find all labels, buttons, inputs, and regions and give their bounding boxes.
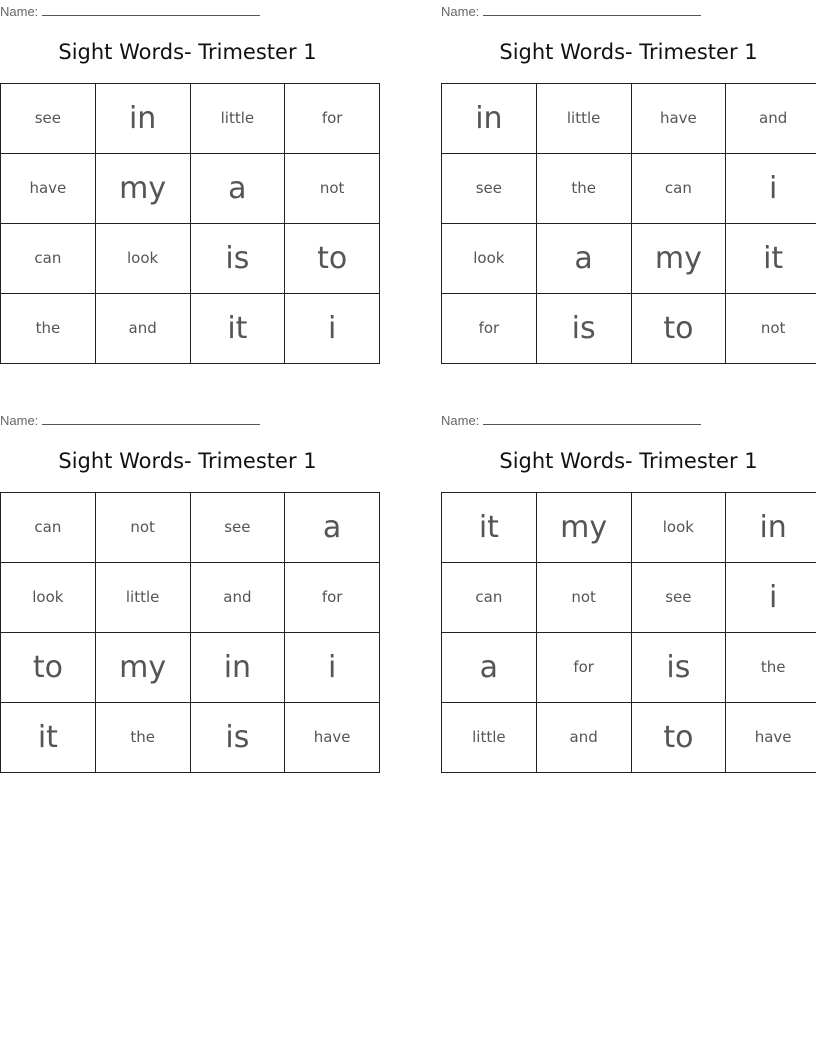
card-title: Sight Words- Trimester 1	[58, 40, 317, 64]
word-cell[interactable]: it	[1, 703, 96, 773]
word-cell[interactable]: not	[536, 563, 631, 633]
word-cell[interactable]: is	[190, 224, 285, 294]
word-cell[interactable]: a	[442, 633, 537, 703]
bingo-card-3	[0, 409, 375, 774]
name-label: Name:	[441, 4, 480, 19]
word-cell[interactable]: see	[442, 154, 537, 224]
word-cell[interactable]: in	[190, 633, 285, 703]
word-cell[interactable]: to	[1, 633, 96, 703]
word-cell[interactable]: see	[631, 563, 726, 633]
word-cell[interactable]: little	[536, 84, 631, 154]
word-cell[interactable]: a	[285, 493, 380, 563]
word-cell[interactable]: not	[95, 493, 190, 563]
word-cell[interactable]: and	[95, 294, 190, 364]
word-cell[interactable]: for	[285, 84, 380, 154]
word-cell[interactable]: in	[442, 84, 537, 154]
word-cell[interactable]: for	[442, 294, 537, 364]
word-cell[interactable]: not	[285, 154, 380, 224]
word-cell[interactable]: and	[726, 84, 816, 154]
name-field[interactable]	[0, 3, 260, 19]
grid-row	[1, 294, 380, 364]
word-cell[interactable]: the	[536, 154, 631, 224]
word-cell[interactable]: is	[190, 703, 285, 773]
word-cell[interactable]: to	[285, 224, 380, 294]
word-cell[interactable]: little	[95, 563, 190, 633]
grid-row	[442, 703, 816, 773]
grid-row	[1, 563, 380, 633]
word-cell[interactable]: in	[95, 84, 190, 154]
word-cell[interactable]: a	[190, 154, 285, 224]
word-cell[interactable]: have	[726, 703, 816, 773]
grid-row	[442, 294, 816, 364]
name-label: Name:	[0, 413, 39, 428]
bingo-card-4	[441, 409, 816, 774]
word-cell[interactable]: i	[285, 294, 380, 364]
word-cell[interactable]: can	[631, 154, 726, 224]
word-cell[interactable]: my	[95, 633, 190, 703]
grid-row	[442, 563, 816, 633]
word-cell[interactable]: i	[285, 633, 380, 703]
word-grid	[441, 492, 816, 773]
grid-row	[442, 633, 816, 703]
card-title: Sight Words- Trimester 1	[58, 449, 317, 473]
card-title: Sight Words- Trimester 1	[499, 449, 758, 473]
word-cell[interactable]: i	[726, 563, 816, 633]
word-grid	[0, 492, 380, 773]
name-field[interactable]	[441, 412, 701, 428]
word-cell[interactable]: the	[726, 633, 816, 703]
word-cell[interactable]: look	[1, 563, 96, 633]
word-grid	[441, 83, 816, 364]
word-cell[interactable]: look	[95, 224, 190, 294]
grid-row	[1, 154, 380, 224]
word-cell[interactable]: for	[536, 633, 631, 703]
grid-row	[1, 703, 380, 773]
word-cell[interactable]: have	[285, 703, 380, 773]
grid-row	[442, 493, 816, 563]
word-cell[interactable]: little	[442, 703, 537, 773]
word-cell[interactable]: in	[726, 493, 816, 563]
word-cell[interactable]: it	[442, 493, 537, 563]
name-label: Name:	[441, 413, 480, 428]
word-cell[interactable]: my	[536, 493, 631, 563]
word-cell[interactable]: not	[726, 294, 816, 364]
name-field[interactable]	[441, 3, 701, 19]
grid-row	[442, 224, 816, 294]
word-cell[interactable]: it	[726, 224, 816, 294]
word-cell[interactable]: to	[631, 703, 726, 773]
word-cell[interactable]: see	[190, 493, 285, 563]
word-cell[interactable]: the	[1, 294, 96, 364]
word-grid	[0, 83, 380, 364]
grid-row	[1, 633, 380, 703]
word-cell[interactable]: is	[536, 294, 631, 364]
word-cell[interactable]: little	[190, 84, 285, 154]
word-cell[interactable]: can	[1, 224, 96, 294]
word-cell[interactable]: look	[631, 493, 726, 563]
word-cell[interactable]: i	[726, 154, 816, 224]
word-cell[interactable]: is	[631, 633, 726, 703]
word-cell[interactable]: for	[285, 563, 380, 633]
grid-row	[442, 84, 816, 154]
word-cell[interactable]: my	[631, 224, 726, 294]
word-cell[interactable]: have	[631, 84, 726, 154]
word-cell[interactable]: can	[442, 563, 537, 633]
name-underline[interactable]	[483, 3, 701, 16]
word-cell[interactable]: have	[1, 154, 96, 224]
bingo-card-2	[441, 0, 816, 365]
word-cell[interactable]: a	[536, 224, 631, 294]
word-cell[interactable]: look	[442, 224, 537, 294]
word-cell[interactable]: and	[536, 703, 631, 773]
grid-row	[442, 154, 816, 224]
grid-row	[1, 224, 380, 294]
name-underline[interactable]	[42, 3, 260, 16]
word-cell[interactable]: see	[1, 84, 96, 154]
name-field[interactable]	[0, 412, 260, 428]
word-cell[interactable]: the	[95, 703, 190, 773]
grid-row	[1, 84, 380, 154]
word-cell[interactable]: can	[1, 493, 96, 563]
grid-row	[1, 493, 380, 563]
word-cell[interactable]: to	[631, 294, 726, 364]
name-underline[interactable]	[483, 412, 701, 425]
word-cell[interactable]: my	[95, 154, 190, 224]
card-title: Sight Words- Trimester 1	[499, 40, 758, 64]
name-label: Name:	[0, 4, 39, 19]
word-cell[interactable]: it	[190, 294, 285, 364]
bingo-card-1	[0, 0, 375, 365]
name-underline[interactable]	[42, 412, 260, 425]
word-cell[interactable]: and	[190, 563, 285, 633]
